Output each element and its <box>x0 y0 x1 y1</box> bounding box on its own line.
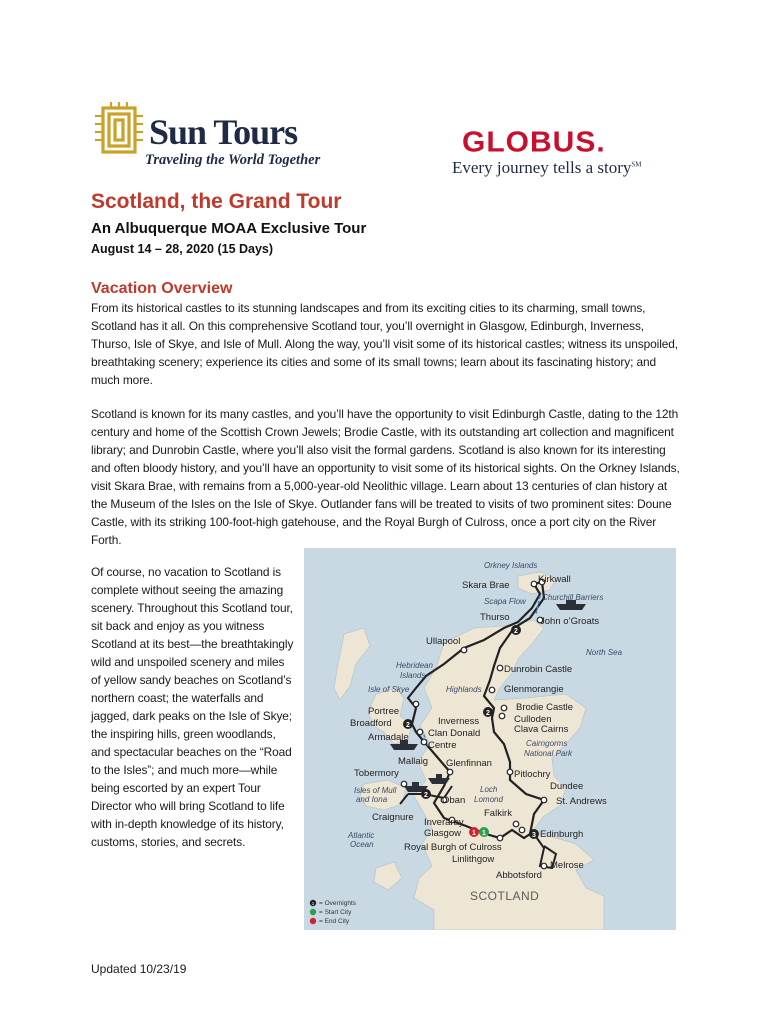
svg-text:2: 2 <box>514 628 518 635</box>
map-label-broadford: Broadford <box>350 718 392 729</box>
map-label-centre: Centre <box>428 740 457 751</box>
map-label-lomond: Lomond <box>474 795 503 804</box>
map-label-loch: Loch <box>480 785 498 794</box>
map-label-portree: Portree <box>368 706 400 717</box>
svg-text:3: 3 <box>532 832 536 839</box>
map-label-thurso: Thurso <box>480 612 510 623</box>
svg-text:1: 1 <box>472 830 476 837</box>
map-label-pitlochry: Pitlochry <box>514 769 551 780</box>
map-label-national-park: National Park <box>524 749 573 758</box>
map-label-craignure: Craignure <box>372 812 414 823</box>
tour-title: Scotland, the Grand Tour <box>91 190 342 213</box>
map-label-melrose: Melrose <box>550 860 584 871</box>
map-label-scotland: SCOTLAND <box>470 889 540 903</box>
map-label-churchill: Churchill Barriers <box>542 593 604 602</box>
end-city-marker <box>469 827 479 837</box>
overview-paragraph-3: Of course, no vacation to Scotland is complete without seeing the amazing scenery. Throughout this Scotland tour, sit back and enjoy as you witness Scotland at its best—the breathtakingly wild and unspoiled scenery and miles of yellow sandy beaches on Scotland’s northern coast; the waterfalls and jagged, dark peaks on the Isle of Skye; the inspiring hills, green woodlands, and spectacular beaches on the “Road to the Isles”; and much more—while being escorted by an expert Tour Director who will bring Scotland to life with in-depth knowledge of its history, customs, stories, and secrets. <box>91 565 294 849</box>
map-label-ullapool: Ullapool <box>426 636 461 647</box>
legend-end-city: = End City <box>319 918 350 925</box>
vacation-overview-heading: Vacation Overview <box>91 280 233 297</box>
map-label-inveraray: Inveraray <box>424 817 464 828</box>
map-label-tobermory: Tobermory <box>354 768 399 779</box>
svg-text:2: 2 <box>406 722 410 729</box>
map-label-john-o-groats: John o’Groats <box>540 616 600 627</box>
overview-paragraph-1: From its historical castles to its stunning landscapes and from its exciting cities to its charming, small towns, Scotland has it all. On this comprehensive Scotland tour, you’ll overnight in Glasgow, Edinburgh, Inverness, Thurso, Isle of Skye, and Isle of Mull. Along the way, you’ll visit some of its historical castles; witness its unspoiled, breathtaking scenery; experience its cities and some of its small towns; learn about its fascinating history; and much more. <box>91 301 678 387</box>
tour-route-map <box>304 548 676 930</box>
globus-name: GLOBUS. <box>462 126 606 159</box>
globus-logo <box>452 128 662 180</box>
start-city-marker <box>479 827 489 837</box>
globus-tagline <box>452 158 642 178</box>
map-label-atlantic: Atlantic <box>348 831 375 840</box>
map-label-armadale: Armadale <box>368 732 409 743</box>
overnight-badge-edinburgh <box>529 829 539 839</box>
map-label-highlands: Highlands <box>446 685 482 694</box>
map-label-islands: Islands <box>400 671 426 680</box>
sun-tours-logo <box>93 100 333 172</box>
map-label-glenfinnan: Glenfinnan <box>446 758 492 769</box>
map-label-skara-brae: Skara Brae <box>462 580 510 591</box>
globus-trademark: SM <box>631 160 642 169</box>
map-label-st-andrews: St. Andrews <box>556 796 607 807</box>
map-label-clan-donald: Clan Donald <box>428 728 481 739</box>
map-label-clava: Clava Cairns <box>514 724 569 735</box>
map-label-dunrobin: Dunrobin Castle <box>504 664 573 675</box>
map-label-scapa: Scapa Flow <box>484 597 526 606</box>
map-label-isles-of-mull: Isles of Mull <box>354 786 397 795</box>
map-label-linlithgow: Linlithgow <box>452 854 495 865</box>
map-label-glasgow: Glasgow <box>424 828 461 839</box>
map-label-hebridean: Hebridean <box>396 661 433 670</box>
tour-dates: August 14 – 28, 2020 (15 Days) <box>91 242 274 256</box>
tour-subtitle: An Albuquerque MOAA Exclusive Tour <box>91 220 367 237</box>
legend-overnights: = Overnights <box>319 900 357 907</box>
map-label-orkney: Orkney Islands <box>484 561 538 570</box>
svg-text:1: 1 <box>482 830 486 837</box>
map-label-cairngorms: Cairngorms <box>526 739 568 748</box>
updated-date: Updated 10/23/19 <box>91 962 187 976</box>
overnight-badge-inverness <box>483 707 493 717</box>
globus-tagline-text: Every journey tells a story <box>452 158 632 177</box>
map-label-abbotsford: Abbotsford <box>496 870 542 881</box>
map-label-brodie: Brodie Castle <box>516 702 574 713</box>
map-label-kirkwall: Kirkwall <box>538 574 571 585</box>
map-label-falkirk: Falkirk <box>484 808 512 819</box>
overnight-badge-skye <box>403 719 413 729</box>
svg-text:2: 2 <box>424 792 428 799</box>
map-label-north-sea: North Sea <box>586 648 623 657</box>
map-label-ocean: Ocean <box>350 840 374 849</box>
map-label-and-iona: and Iona <box>356 795 388 804</box>
svg-text:1: 1 <box>311 901 315 906</box>
sun-tours-name: Sun Tours <box>149 112 298 152</box>
overnight-badge-thurso <box>511 625 521 635</box>
sun-tours-tagline: Traveling the World Together <box>145 152 321 168</box>
map-label-dundee: Dundee <box>550 781 584 792</box>
map-label-glenmorangie: Glenmorangie <box>504 684 564 695</box>
map-label-isle-of-skye: Isle of Skye <box>368 685 410 694</box>
sun-tours-emblem-icon <box>93 102 145 158</box>
map-label-royal-burgh: Royal Burgh of Culross <box>404 842 502 853</box>
overnight-badge-mull <box>421 789 431 799</box>
map-label-oban: Oban <box>442 795 466 806</box>
map-label-edinburgh: Edinburgh <box>540 829 584 840</box>
map-label-inverness: Inverness <box>438 716 480 727</box>
scotland-map-svg <box>304 548 676 930</box>
legend-start-city: = Start City <box>319 909 352 916</box>
overview-paragraph-2: Scotland is known for its many castles, and you’ll have the opportunity to visit Edinburgh Castle, dating to the 12th century and home of the Scottish Crown Jewels; Brodie Castle, with its outstanding art collection and magnificent library; and Dunrobin Castle, where you’ll also visit the formal gardens. Scotland is also known for its interesting and often bloody history, and you’ll have an opportunity to visit some of its historical sights. On the Orkney Islands, visit Skara Brae, with remains from a 5,000-year-old Neolithic village. Learn about 13 centuries of clan history at the Museum of the Isles on the Isle of Skye. Outlander fans will be treated to visits of two prominent sites: Doune Castle, with its striking 100-foot-high gatehouse, and the Royal Burgh of Culross, once a port city on the River Forth. <box>91 407 680 547</box>
map-label-mallaig: Mallaig <box>398 756 429 767</box>
svg-text:2: 2 <box>486 710 490 717</box>
map-label-culloden: Culloden <box>514 714 552 725</box>
